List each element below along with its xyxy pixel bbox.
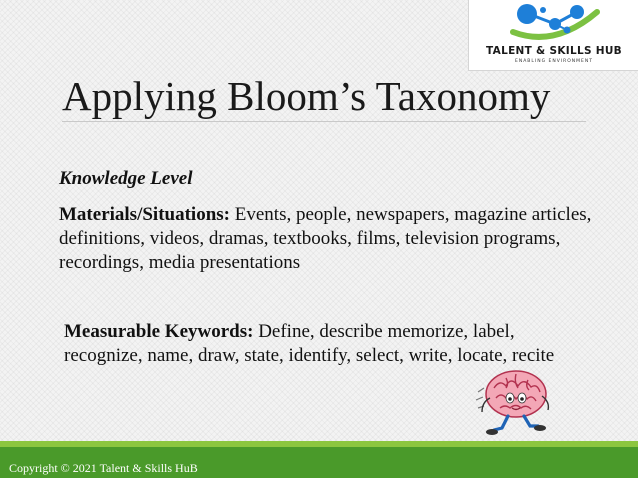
keywords-label: Measurable Keywords:	[64, 321, 254, 342]
running-brain-icon	[472, 368, 558, 440]
title-divider	[62, 121, 586, 122]
keywords-paragraph	[64, 320, 574, 368]
logo-tagline: ENABLING ENVIRONMENT	[515, 59, 593, 64]
materials-label: Materials/Situations:	[59, 204, 230, 225]
talent-skills-hub-logo	[468, 0, 638, 71]
keywords-text: Define, describe memorize, label, recognize, name, draw, state, identify, select, write, locate, recite	[64, 321, 555, 366]
level-heading: Knowledge Level	[59, 168, 193, 189]
materials-paragraph	[59, 203, 607, 275]
materials-text: Events, people, newspapers, magazine articles, definitions, videos, dramas, textbooks, films, television programs, recordings, media presentations	[59, 204, 592, 273]
molecule-logo-icon	[507, 2, 603, 44]
logo-name: TALENT & SKILLS HUB	[486, 45, 622, 57]
slide-title: Applying Bloom’s Taxonomy	[62, 73, 551, 119]
copyright-text: Copyright © 2021 Talent & Skills HuB	[9, 461, 198, 475]
